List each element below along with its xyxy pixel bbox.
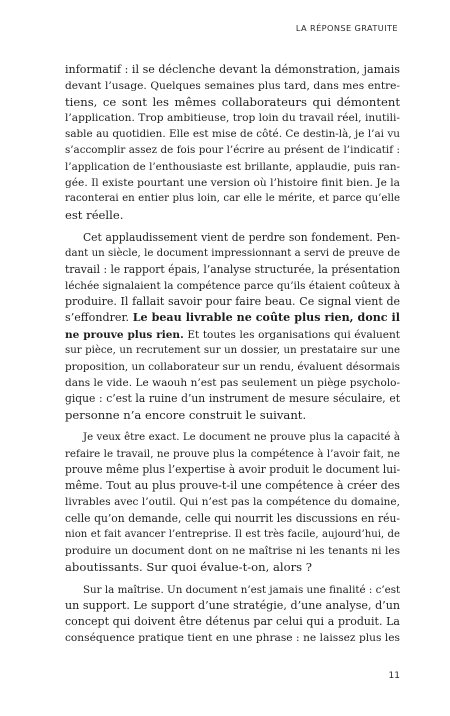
text-line: Sur la maîtrise. Un document n’est jamais une finalité : c’est xyxy=(83,583,401,596)
text-line: même. Tout au plus prouve-t-il une compétence à créer des xyxy=(65,479,400,493)
text-line: proposition, un collaborateur sur un rendu, évaluent désormais xyxy=(65,360,400,373)
text-line: conséquence pratique tient en une phrase : ne laissez plus les xyxy=(65,632,400,645)
text-line: l’application de l’enthousiaste est brillante, applaudie, puis ran- xyxy=(65,160,400,173)
paragraph xyxy=(65,582,400,646)
text-line: refaire le travail, ne prouve plus la compétence à l’avoir fait, ne xyxy=(65,448,400,461)
running-header: LA RÉPONSE GRATUITE xyxy=(295,23,398,33)
text-line-with-bold xyxy=(65,327,400,343)
bold-emphasis: Le beau livrable ne coûte plus rien, donc il xyxy=(132,311,400,325)
text-line: un support. Le support d’une stratégie, d’une analyse, d’un xyxy=(65,599,400,612)
text-line: personne n’a encore construit le suivant. xyxy=(65,407,307,422)
text-run: Et toutes les organisations qui évaluent xyxy=(183,328,400,341)
text-line: est réelle. xyxy=(65,207,124,222)
text-line: gique : c’est la ruine d’un instrument de mesure séculaire, et xyxy=(65,391,400,405)
text-line: nion et fait avancer l’entreprise. Il est très facile, aujourd’hui, de xyxy=(65,528,400,540)
text-line: s’accomplir assez de fois pour l’écrire au présent de l’indicatif : xyxy=(65,144,400,157)
text-line: raconterai en entier plus loin, car elle le mérite, et parce qu’elle xyxy=(65,192,400,204)
text-line: celle qu’on demande, celle qui nourrit les discussions en réu- xyxy=(65,511,400,525)
text-line: prouve même plus l’expertise à avoir produit le document lui- xyxy=(65,463,401,477)
text-line: sur pièce, un recrutement sur un dossier, un prestataire sur une xyxy=(65,344,400,356)
text-line-with-bold xyxy=(65,310,400,326)
text-line: dans le vide. Le waouh n’est pas seulement un piège psycholo- xyxy=(65,376,400,389)
text-line: Je veux être exact. Le document ne prouve plus la capacité à xyxy=(83,432,400,444)
text-line: produire un document dont on ne maîtrise ni les tenants ni les xyxy=(65,544,400,557)
text-line: travail : le rapport épais, l’analyse structurée, la présentation xyxy=(65,263,400,277)
body-text xyxy=(65,62,400,646)
page-number: 11 xyxy=(388,671,400,681)
text-line: tiens, ce sont les mêmes collaborateurs qui démontent xyxy=(65,95,400,110)
text-line: dant un siècle, le document impressionnant a servi de preuve de xyxy=(65,248,400,260)
text-line: livrables avec l’outil. Qui n’est pas la compétence du domaine, xyxy=(65,496,400,509)
text-line: gée. Il existe pourtant une version où l’histoire finit bien. Je la xyxy=(65,176,400,189)
bold-emphasis: ne prouve plus rien. xyxy=(65,328,184,341)
text-run: s’effondrer. xyxy=(65,311,133,325)
text-line: informatif : il se déclenche devant la démonstration, jamais xyxy=(65,63,400,76)
text-line: produire. Il fallait savoir pour faire beau. Ce signal vient de xyxy=(65,295,400,309)
text-line: aboutissants. Sur quoi évalue-t-on, alors ? xyxy=(65,559,312,574)
paragraph xyxy=(65,430,400,575)
text-line: Cet applaudissement vient de perdre son fondement. Pen- xyxy=(83,230,400,244)
text-line: concept qui doivent être détenus par celui qui a produit. La xyxy=(65,615,400,629)
paragraph xyxy=(65,62,400,223)
paragraph xyxy=(65,230,400,423)
text-line: sable au quotidien. Elle est mise de côté. Ce destin-là, je l’ai vu xyxy=(65,128,400,141)
text-line: devant l’usage. Quelques semaines plus tard, dans mes entre- xyxy=(65,80,400,93)
text-line: léchée signalaient la compétence parce qu’ils étaient coûteux à xyxy=(65,280,401,293)
text-line: l’application. Trop ambitieuse, trop loin du travail réel, inutili- xyxy=(65,112,400,125)
